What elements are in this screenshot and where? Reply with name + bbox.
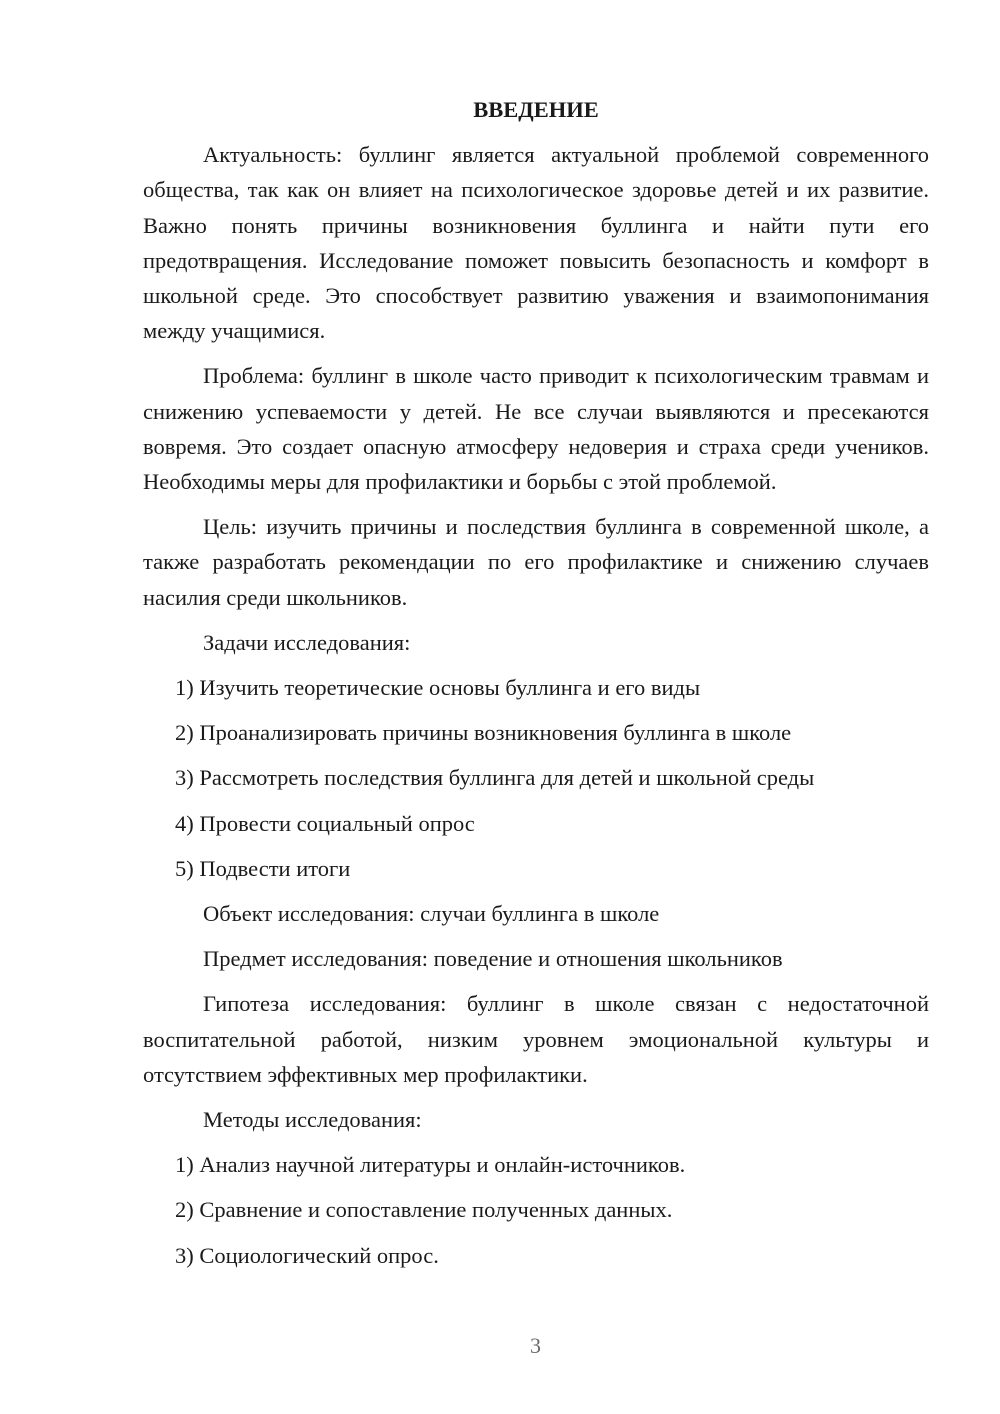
task-item: 3) Рассмотреть последствия буллинга для детей и школьной среды [175,765,815,791]
problem-paragraph: Проблема: буллинг в школе часто приводит к психологическим травмам и снижению успеваемости у детей. Не все случаи выявляются и пресекаются вовремя. Это создает опасную атмосферу недоверия и страха среди учеников. Необходимы меры для профилактики и борьбы с этой проблемой. [143,363,929,495]
method-item: 2) Сравнение и сопоставление полученных данных. [175,1197,673,1223]
task-item: 2) Проанализировать причины возникновения буллинга в школе [175,720,792,746]
relevance-paragraph: Актуальность: буллинг является актуальной проблемой современного общества, так как он влияет на психологическое здоровье детей и их развитие. Важно понять причины возникновения буллинга и найти пути его предотвращения. Исследование поможет повысить безопасность и комфорт в школьной среде. Это способствует развитию уважения и взаимопонимания между учащимися. [143,142,929,344]
section-title: ВВЕДЕНИЕ [473,97,599,122]
tasks-label: Задачи исследования: [203,629,411,655]
document-page [143,92,929,1283]
hypothesis-paragraph: Гипотеза исследования: буллинг в школе связан с недостаточной воспитательной работой, низким уровнем эмоциональной культуры и отсутствием эффективных мер профилактики. [143,991,929,1087]
task-item: 4) Провести социальный опрос [175,810,475,836]
method-item: 1) Анализ научной литературы и онлайн-источников. [175,1152,686,1178]
goal-paragraph: Цель: изучить причины и последствия буллинга в современной школе, а также разработать рекомендации по его профилактике и снижению случаев насилия среди школьников. [143,514,929,610]
method-item: 3) Социологический опрос. [175,1242,439,1268]
task-item: 5) Подвести итоги [175,855,351,881]
methods-label: Методы исследования: [203,1107,422,1133]
research-object: Объект исследования: случаи буллинга в школе [203,901,660,927]
research-subject: Предмет исследования: поведение и отношения школьников [203,946,783,972]
task-item: 1) Изучить теоретические основы буллинга и его виды [175,675,701,701]
page-number: 3 [530,1333,541,1358]
